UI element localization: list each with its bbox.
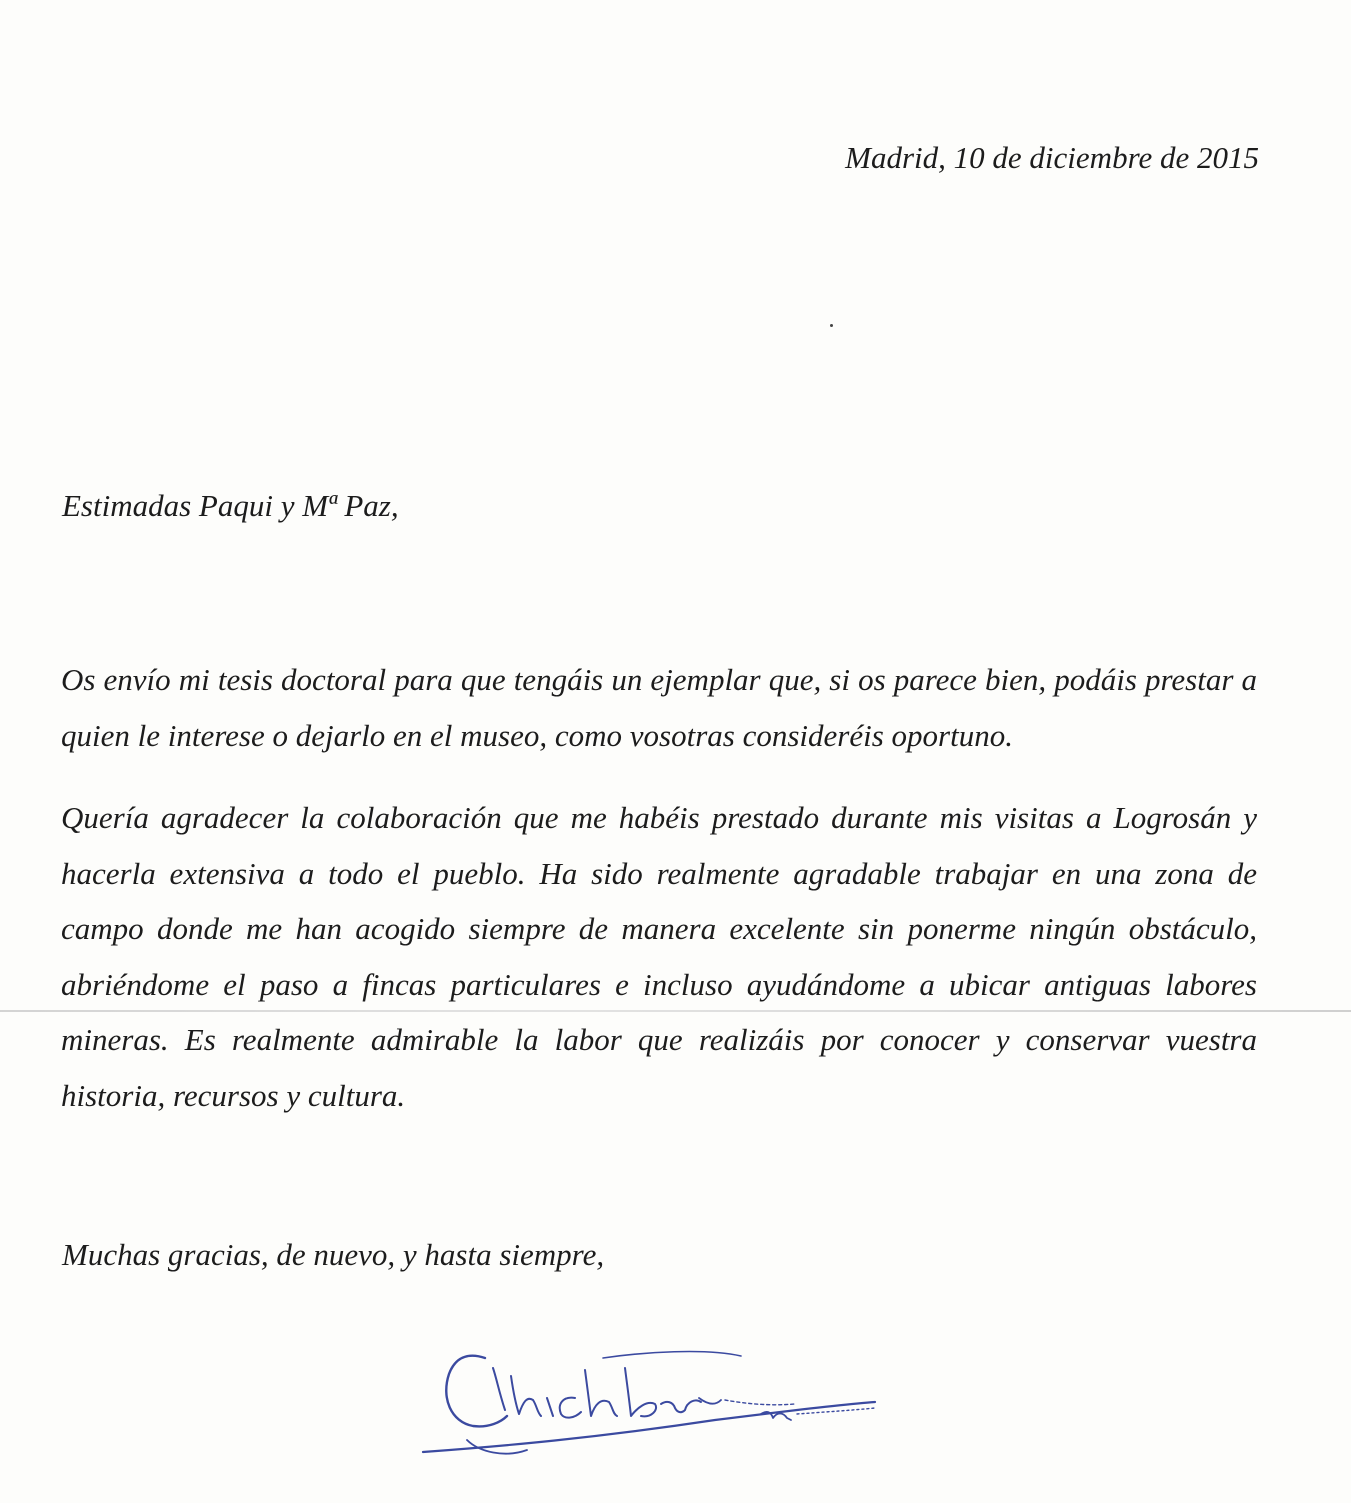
letter-salutation: Estimadas Paqui y Mª Paz,: [62, 488, 399, 523]
letter-closing: Muchas gracias, de nuevo, y hasta siempre,: [62, 1237, 605, 1272]
letter-paragraph-2: Quería agradecer la colaboración que me habéis prestado durante mis visitas a Logrosán y hacerla extensiva a todo el pueblo. Ha sido realmente agradable trabajar en una zona de campo donde me han acogido siempre de manera excelente sin ponerme ningún obstáculo, abriéndome el paso a fincas particulares e incluso ayudándome a ubicar antiguas labores mineras. Es realmente admirable la labor que realizáis por conocer y conservar vuestra historia, recursos y cultura.: [61, 800, 1257, 1113]
letter-paragraph-1: Os envío mi tesis doctoral para que tengáis un ejemplar que, si os parece bien, podáis prestar a quien le interese o dejarlo en el museo, como vosotras consideréis oportuno.: [61, 662, 1257, 753]
handwritten-signature: [415, 1340, 885, 1490]
paper-speck: [830, 324, 833, 327]
letter-date: Madrid, 10 de diciembre de 2015: [845, 140, 1259, 175]
